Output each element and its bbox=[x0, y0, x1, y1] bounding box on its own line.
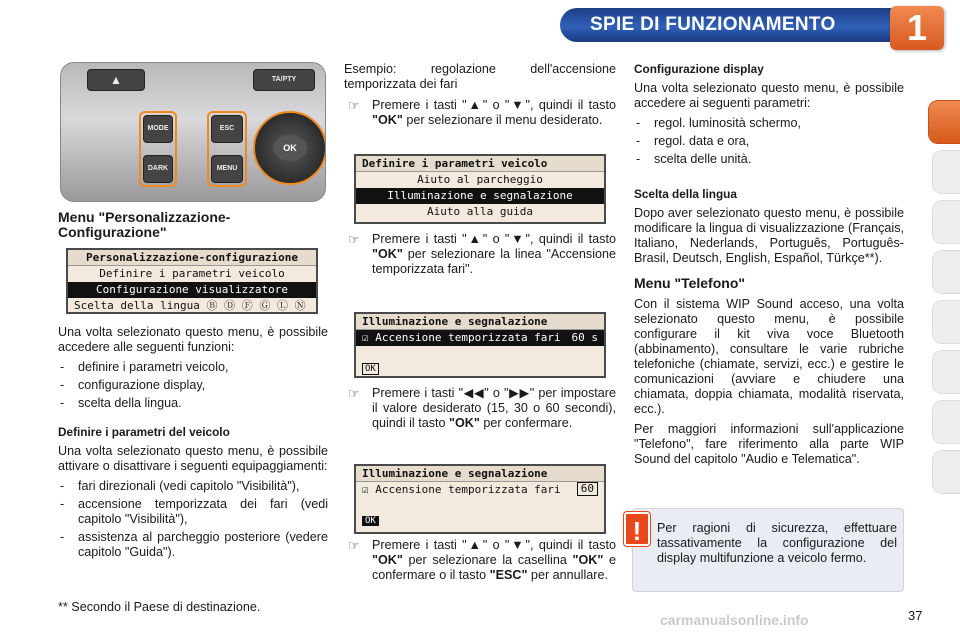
ta-pty-button: TA/PTY bbox=[253, 69, 315, 91]
warning-box bbox=[632, 508, 904, 592]
column-middle bbox=[344, 62, 616, 128]
chapter-tab bbox=[932, 200, 960, 244]
watermark: carmanualsonline.info bbox=[660, 612, 809, 628]
highlight-ring bbox=[207, 111, 247, 187]
page-number: 37 bbox=[908, 608, 923, 623]
lcd-row: Scelta della lingua Ⓑ Ⓓ Ⓕ Ⓖ Ⓛ Ⓝ bbox=[74, 299, 306, 312]
section-title-personalization: Menu "Personalizzazione-Configurazione" bbox=[58, 209, 231, 240]
chapter-number-badge: 1 bbox=[890, 6, 944, 50]
step-2-block bbox=[344, 232, 616, 277]
list-item: - accensione temporizzata dei fari (vedi capitolo "Visibilità"), bbox=[58, 497, 328, 527]
lcd-title: Illuminazione e segnalazione bbox=[356, 466, 604, 482]
column-left-body bbox=[58, 325, 328, 563]
list-item: - regol. luminosità schermo, bbox=[634, 116, 904, 131]
warning-exclamation-icon: ! bbox=[624, 512, 650, 546]
subsection-title-display: Configurazione display bbox=[634, 62, 764, 76]
chapter-tab-active bbox=[928, 100, 960, 144]
lcd-row-selected: Illuminazione e segnalazione bbox=[356, 188, 604, 204]
lcd-row-selected: ☑ Accensione temporizzata fari 60 s bbox=[356, 330, 604, 346]
column-right bbox=[634, 62, 904, 472]
dark-button: DARK bbox=[143, 155, 173, 183]
chapter-tab bbox=[932, 450, 960, 494]
lcd-lighting-2 bbox=[354, 464, 606, 534]
lcd-vehicle-params bbox=[354, 154, 606, 224]
chapter-tab bbox=[932, 400, 960, 444]
section-title-telephone: Menu "Telefono" bbox=[634, 275, 746, 291]
chapter-tab bbox=[932, 300, 960, 344]
highlight-ring bbox=[139, 111, 177, 187]
chapter-tab bbox=[932, 150, 960, 194]
navigation-dial bbox=[253, 111, 326, 185]
chapter-tab bbox=[932, 250, 960, 294]
subsection-title-language: Scelta della lingua bbox=[634, 187, 737, 201]
telephone-text-2: Per maggiori informazioni sull'applicazione "Telefono", fare riferimento alla parte WIP Sound del capitolo "Audio e Telematica". bbox=[634, 422, 904, 466]
ok-button: OK bbox=[273, 135, 307, 161]
lcd-row: Aiuto al parcheggio bbox=[417, 173, 543, 186]
lcd-lighting-1 bbox=[354, 312, 606, 378]
footnote: ** Secondo il Paese di destinazione. bbox=[58, 600, 261, 614]
lcd-row-selected: Configurazione visualizzatore bbox=[68, 282, 316, 298]
pointing-hand-icon: ☞ bbox=[348, 232, 360, 247]
lcd-ok-box: OK bbox=[356, 512, 604, 528]
subsection-title-vehicle-params: Definire i parametri del veicolo bbox=[58, 425, 230, 439]
timer-value: 60 s bbox=[571, 331, 598, 344]
lcd-personalization-menu bbox=[66, 248, 318, 314]
step-item: ☞ Premere i tasti "▲" o "▼", quindi il tasto "OK" per selezionare la casellina "OK" e confermare o il tasto "ESC" per annullare. bbox=[348, 538, 616, 582]
list-item: - scelta delle unità. bbox=[634, 152, 904, 167]
list-item: - definire i parametri veicolo, bbox=[58, 360, 328, 375]
warning-text: Per ragioni di sicurezza, effettuare tassativamente la configurazione del display multifunzione a veicolo fermo. bbox=[657, 521, 897, 565]
lcd-title: Illuminazione e segnalazione bbox=[356, 314, 604, 330]
lcd-row: Definire i parametri veicolo bbox=[99, 267, 285, 280]
telephone-text: Con il sistema WIP Sound acceso, una volta selezionato questo menu, è possibile configurare il kit viva voce Bluetooth (abbinamento), consultare le varie rubriche telefoniche (chiamate, servizi, ecc.) e gestire le comunicazioni (avviare e chiudere una chiamata, doppia chiamata, modalità riservata, ecc.). bbox=[634, 297, 904, 416]
menu-button: MENU bbox=[211, 155, 243, 183]
step-3-block bbox=[344, 386, 616, 431]
pointing-hand-icon: ☞ bbox=[348, 538, 360, 553]
mode-button: MODE bbox=[143, 115, 173, 143]
list-item: - configurazione display, bbox=[58, 378, 328, 393]
list-item: - regol. data e ora, bbox=[634, 134, 904, 149]
column-left bbox=[58, 210, 328, 246]
list-item: - scelta della lingua. bbox=[58, 396, 328, 411]
page-title: SPIE DI FUNZIONAMENTO bbox=[590, 14, 836, 35]
pointing-hand-icon: ☞ bbox=[348, 386, 360, 401]
pointing-hand-icon: ☞ bbox=[348, 98, 360, 113]
intro-text: Una volta selezionato questo menu, è possibile accedere alle seguenti funzioni: bbox=[58, 325, 328, 354]
chapter-tabs bbox=[928, 70, 960, 590]
esc-button: ESC bbox=[211, 115, 243, 143]
timer-value: 60 bbox=[577, 482, 598, 496]
lcd-ok-box: OK bbox=[356, 360, 604, 376]
display-intro: Una volta selezionato questo menu, è possibile accedere ai seguenti parametri: bbox=[634, 81, 904, 110]
language-text: Dopo aver selezionato questo menu, è possibile modificare la lingua di visualizzazione (Français, Italiano, Nederlands, Português, Português-Brasil, Deutsch, English, Español, Türkçe**). bbox=[634, 206, 904, 265]
step-item: ☞ Premere i tasti "◀◀" o "▶▶" per impostare il valore desiderato (15, 30 o 60 secondi), quindi il tasto "OK" per confermare. bbox=[348, 386, 616, 430]
list-item: - assistenza al parcheggio posteriore (vedere capitolo "Guida"). bbox=[58, 530, 328, 560]
chapter-tab bbox=[932, 350, 960, 394]
subsection-intro: Una volta selezionato questo menu, è possibile attivare o disattivare i seguenti equipaggiamenti: bbox=[58, 444, 328, 473]
eject-icon: ▲ bbox=[87, 69, 145, 91]
lcd-title: Definire i parametri veicolo bbox=[356, 156, 604, 172]
page-header bbox=[0, 0, 960, 52]
step-item: ☞ Premere i tasti "▲" o "▼", quindi il tasto "OK" per selezionare il menu desiderato. bbox=[348, 98, 616, 127]
lcd-row: ☑ Accensione temporizzata fari 60 bbox=[356, 482, 604, 498]
radio-control-panel-photo bbox=[60, 62, 326, 202]
lcd-row: Aiuto alla guida bbox=[427, 205, 533, 218]
lcd-title: Personalizzazione-configurazione bbox=[68, 250, 316, 266]
step-item: ☞ Premere i tasti "▲" o "▼", quindi il tasto "OK" per selezionare la linea "Accensione temporizzata fari". bbox=[348, 232, 616, 276]
list-item: - fari direzionali (vedi capitolo "Visibilità"), bbox=[58, 479, 328, 494]
example-text: Esempio: regolazione dell'accensione temporizzata dei fari bbox=[344, 62, 616, 91]
step-4-block bbox=[344, 538, 616, 583]
